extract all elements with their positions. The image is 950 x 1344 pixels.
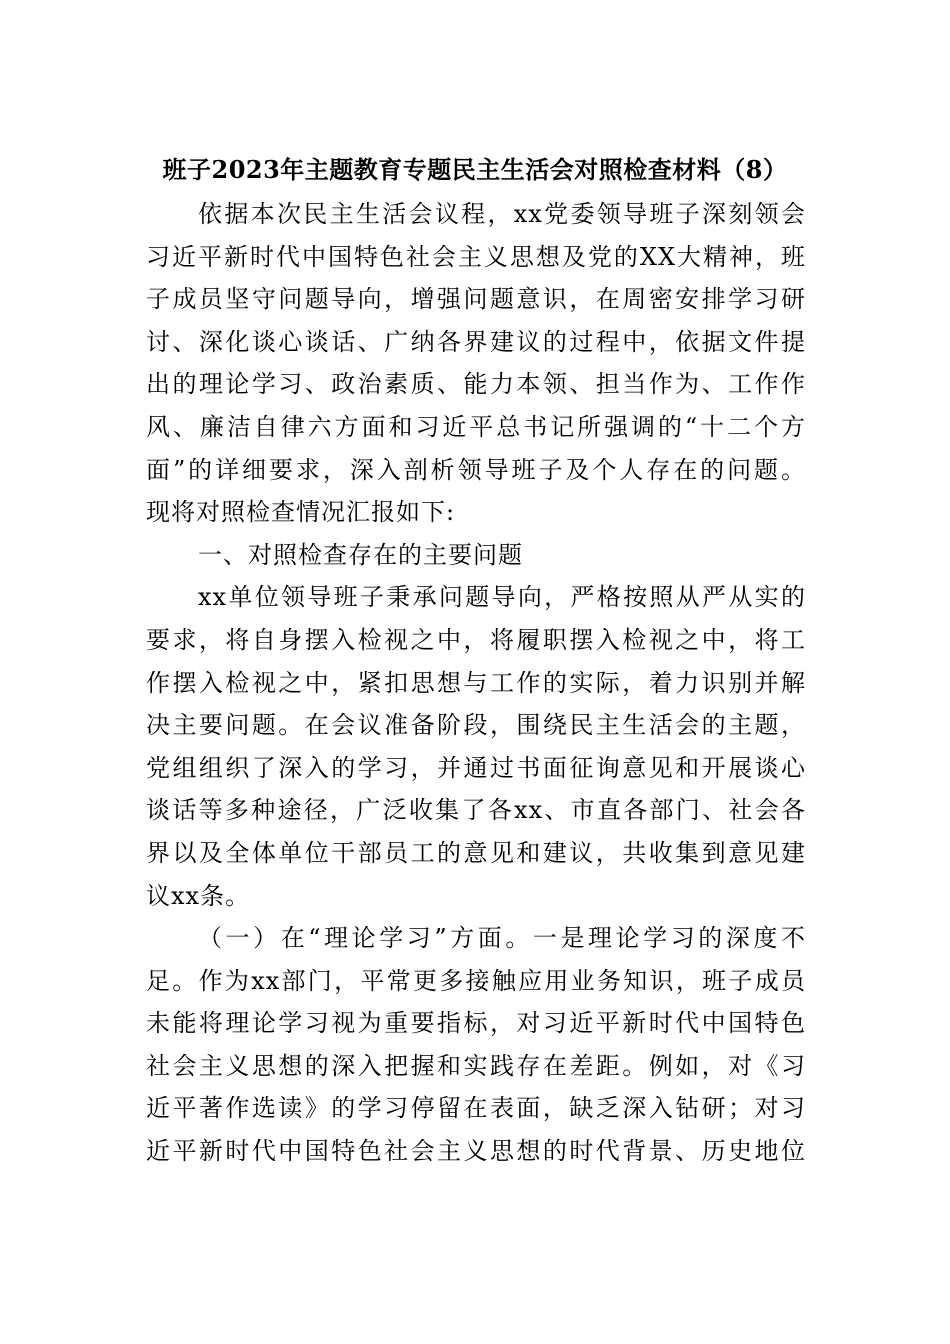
text-line: 一、对照检查存在的主要问题	[198, 540, 523, 569]
document-title: 班子2023年主题教育专题民主生活会对照检查材料（8）	[162, 155, 788, 184]
text-line: 依据本次民主生活会议程，xx党委领导班子深刻领会	[198, 200, 806, 228]
text-line: 议xx条。	[146, 881, 251, 910]
text-line: 作摆入检视之中，紧扣思想与工作的实际，着力识别并解	[146, 668, 806, 697]
text-line: 讨、深化谈心谈话、广纳各界建议的过程中，依据文件提	[146, 327, 806, 356]
text-line: 出的理论学习、政治素质、能力本领、担当作为、工作作	[146, 370, 806, 399]
text-line: 面”的详细要求，深入剖析领导班子及个人存在的问题。	[146, 455, 806, 484]
text-line: 习近平新时代中国特色社会主义思想及党的XX大精神，班	[146, 242, 806, 271]
text-line: （一）在“理论学习”方面。一是理论学习的深度不	[198, 924, 806, 953]
text-line: 党组组织了深入的学习，并通过书面征询意见和开展谈心	[146, 753, 806, 782]
document-body	[146, 193, 806, 1173]
text-line: xx单位领导班子秉承问题导向，严格按照从严从实的	[198, 583, 806, 612]
text-line: 近平新时代中国特色社会主义思想的时代背景、历史地位	[146, 1137, 806, 1166]
text-line: 足。作为xx部门，平常更多接触应用业务知识，班子成员	[146, 966, 806, 995]
text-line: 决主要问题。在会议准备阶段，围绕民主生活会的主题，	[146, 711, 806, 740]
text-line: 未能将理论学习视为重要指标，对习近平新时代中国特色	[146, 1009, 806, 1038]
text-line: 子成员坚守问题导向，增强问题意识，在周密安排学习研	[146, 285, 806, 314]
text-line: 风、廉洁自律六方面和习近平总书记所强调的“十二个方	[146, 412, 806, 441]
text-line: 近平著作选读》的学习停留在表面，缺乏深入钻研；对习	[146, 1094, 806, 1123]
text-line: 现将对照检查情况汇报如下:	[146, 498, 456, 527]
text-line: 谈话等多种途径，广泛收集了各xx、市直各部门、社会各	[146, 796, 806, 825]
text-line: 界以及全体单位干部员工的意见和建议，共收集到意见建	[146, 838, 806, 867]
text-line: 要求，将自身摆入检视之中，将履职摆入检视之中，将工	[146, 625, 806, 654]
text-line: 社会主义思想的深入把握和实践存在差距。例如，对《习	[146, 1051, 806, 1080]
